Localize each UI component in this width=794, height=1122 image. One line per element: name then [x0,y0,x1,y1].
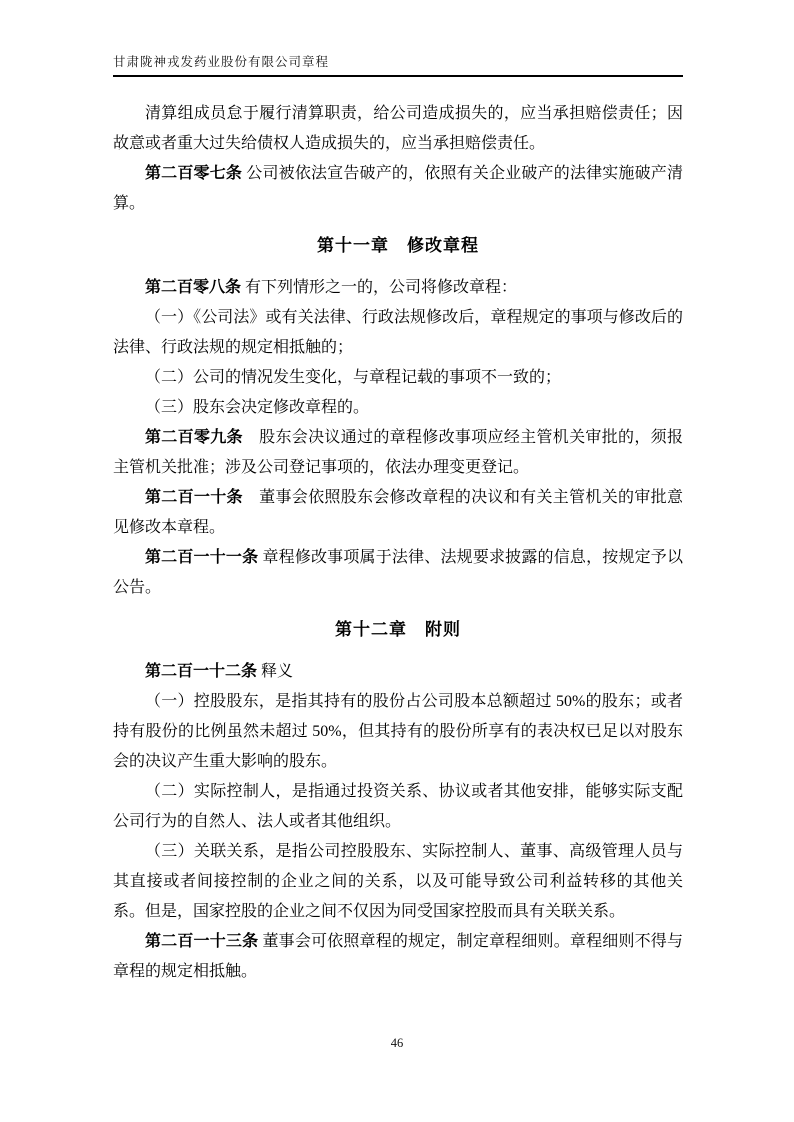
chapter-title: 第十一章 修改章程 [317,236,479,255]
article-212-item-1 [113,687,683,777]
article-208-item-2 [113,363,683,393]
paragraph-text: （二）公司的情况发生变化，与章程记载的事项不一致的； [145,369,562,386]
paragraph-text: 清算组成员怠于履行清算职责，给公司造成损失的，应当承担赔偿责任；因故意或者重大过失给债权人造成损失的，应当承担赔偿责任。 [113,105,683,152]
article-212-item-2 [113,777,683,837]
article-212 [113,657,683,687]
paragraph-text: （三）关联关系，是指公司控股股东、实际控制人、董事、高级管理人员与其直接或者间接控制的企业之间的关系，以及可能导致公司利益转移的其他关系。但是，国家控股的企业之间不仅因为同受国家控股而具有关联关系。 [113,843,683,920]
article-211 [113,543,683,603]
article-number: 第二百零八条 [145,279,242,296]
chapter-heading-11 [113,231,683,261]
article-number: 第二百一十一条 [145,549,259,566]
article-208 [113,273,683,303]
article-209 [113,423,683,483]
article-text: 董事会依照股东会修改章程的决议和有关主管机关的审批意见修改本章程。 [113,489,683,536]
article-210 [113,483,683,543]
page-footer [0,1036,794,1051]
article-text: 有下列情形之一的，公司将修改章程： [241,279,518,296]
article-number: 第二百一十条 [145,489,243,506]
paragraph-liquidation-liability [113,99,683,159]
article-208-item-1 [113,303,683,363]
article-text: 公司被依法宣告破产的，依照有关企业破产的法律实施破产清算。 [113,165,683,212]
article-207 [113,159,683,219]
paragraph-text: （三）股东会决定修改章程的。 [145,399,370,416]
chapter-title: 第十二章 附则 [335,620,461,639]
article-text: 董事会可依照章程的规定，制定章程细则。章程细则不得与章程的规定相抵触。 [113,933,683,980]
article-213 [113,927,683,987]
page-header [113,52,683,77]
article-number: 第二百零九条 [145,429,243,446]
article-208-item-3 [113,393,683,423]
paragraph-text: （一）《公司法》或有关法律、行政法规修改后，章程规定的事项与修改后的法律、行政法规的规定相抵触的； [113,309,683,356]
article-text: 股东会决议通过的章程修改事项应经主管机关审批的，须报主管机关批准；涉及公司登记事项的，依法办理变更登记。 [113,429,683,476]
page-number: 46 [390,1036,404,1050]
header-title: 甘肃陇神戎发药业股份有限公司章程 [113,55,330,69]
article-text: 章程修改事项属于法律、法规要求披露的信息，按规定予以公告。 [113,549,683,596]
paragraph-text: （一）控股股东，是指其持有的股份占公司股本总额超过 50%的股东；或者持有股份的比例虽然未超过 50%，但其持有的股份所享有的表决权已足以对股东会的决议产生重大影响的股东。 [113,693,683,770]
chapter-heading-12 [113,615,683,645]
article-212-item-3 [113,837,683,927]
document-body [113,99,683,987]
article-number: 第二百一十三条 [145,933,259,950]
article-number: 第二百一十二条 [145,663,258,680]
paragraph-text: （二）实际控制人，是指通过投资关系、协议或者其他安排，能够实际支配公司行为的自然人、法人或者其他组织。 [113,783,683,830]
article-number: 第二百零七条 [145,165,243,182]
article-text: 释义 [257,663,294,680]
